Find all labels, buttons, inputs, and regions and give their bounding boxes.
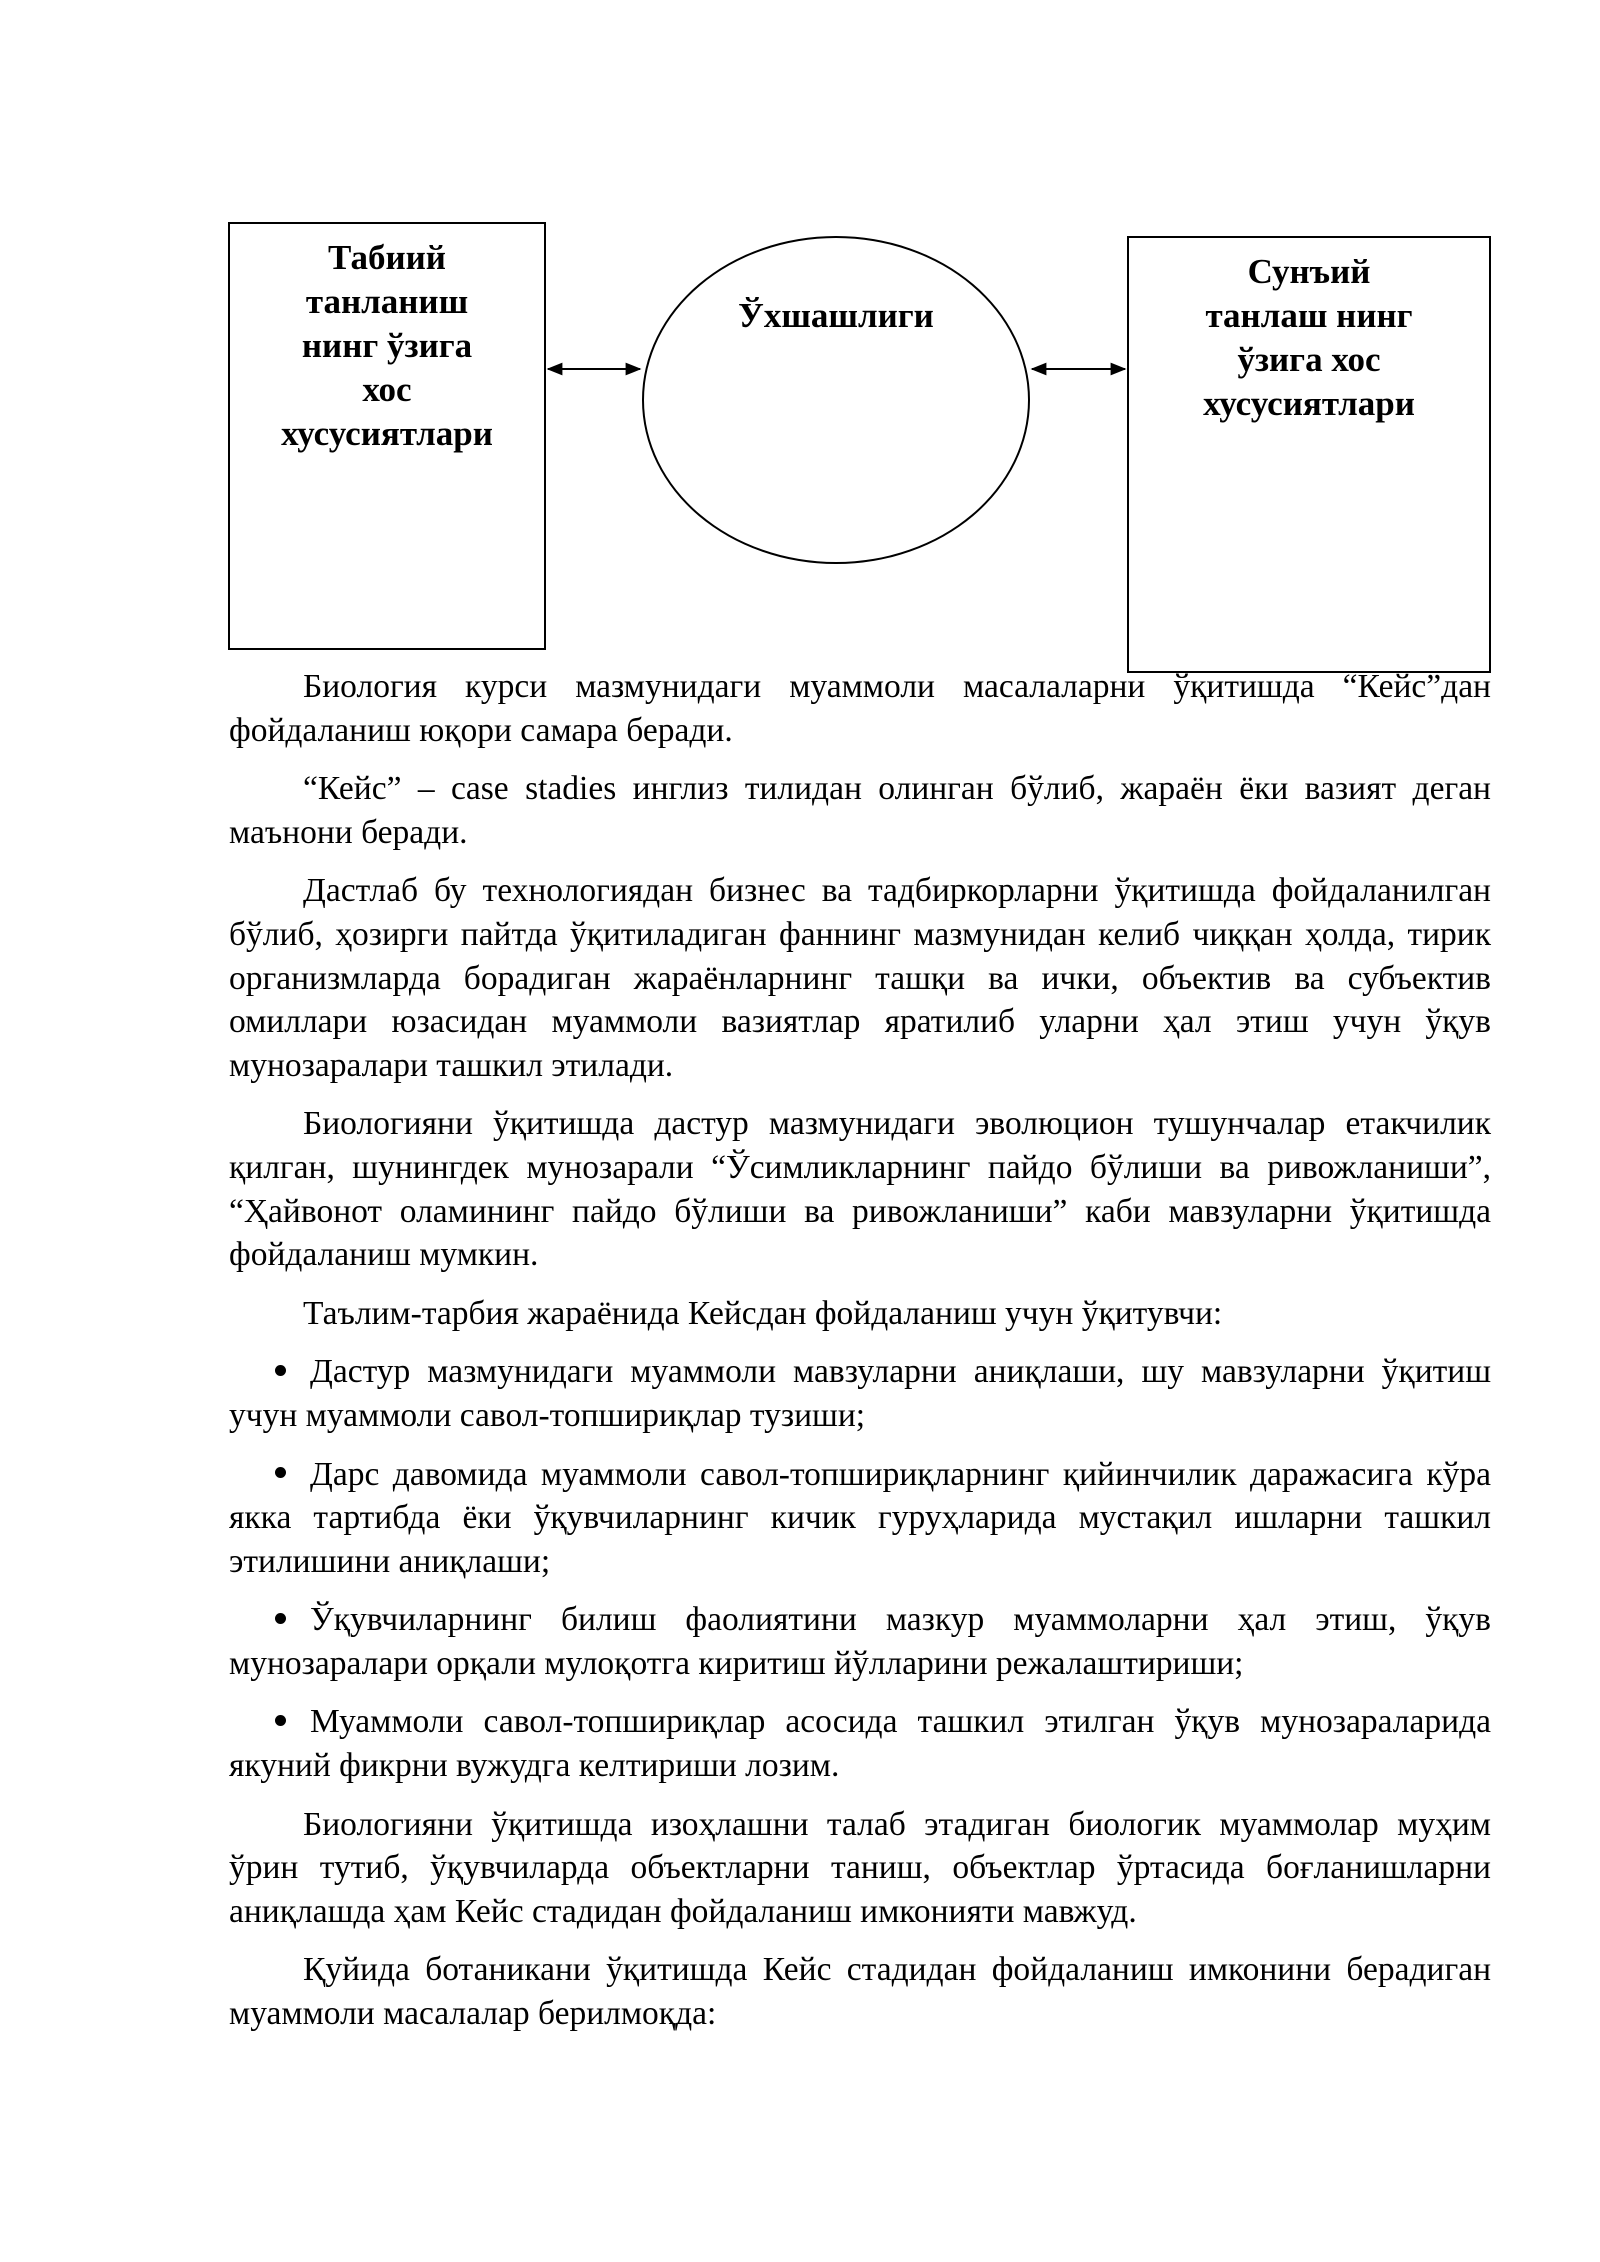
paragraph: Таълим-тарбия жараёнида Кейсдан фойдаланиш учун ўқитувчи: <box>303 1294 1223 1332</box>
artificial-selection-line: хусусиятлари <box>1203 384 1415 423</box>
comparison-diagram <box>0 0 1600 690</box>
bullet-text: Ўқувчиларнинг билиш фаолиятини мазкур муаммоларни ҳал этиш, ўқув мунозаралари орқали мулоқотга киритиш йўлларини режалаштириши; <box>229 1601 1491 1682</box>
bullet-dot-icon <box>275 1715 286 1726</box>
bullet-text: Дастур мазмунидаги муаммоли мавзуларни аниқлаши, шу мавзуларни ўқитиш учун муаммоли савол-топшириқлар тузиши; <box>229 1353 1491 1434</box>
natural-selection-line: танланиш <box>305 282 469 321</box>
bullet-dot-icon <box>275 1365 286 1376</box>
bullet-item <box>229 1598 1491 1685</box>
paragraph: Биологияни ўқитишда изоҳлашни талаб этадиган биологик муаммолар муҳим ўрин тутиб, ўқувчиларда объектларни таниш, объектлар ўртасида боғланишларни аниқлашда ҳам Кейс стадидан фойдаланиш имконияти мавжуд. <box>229 1805 1491 1930</box>
paragraph: Дастлаб бу технологиядан бизнес ва тадбиркорларни ўқитишда фойдаланилган бўлиб, ҳозирги пайтда ўқитиладиган фаннинг мазмунидан келиб чиққан ҳолда, тирик организмларда борадиган жараёнларнинг ташқи ва ички, объектив ва субъектив омиллари юзасидан муаммоли вазиятлар яратилиб уларни ҳал этиш учун ўқув мунозаралари ташкил этилади. <box>229 872 1491 1084</box>
natural-selection-line: хусусиятлари <box>281 414 493 453</box>
paragraph: Қуйида ботаникани ўқитишда Кейс стадидан фойдаланиш имконини берадиган муаммоли масалалар берилмоқда: <box>229 1951 1491 2033</box>
paragraph: Биология курси мазмунидаги муаммоли масалаларни ўқитишда “Кейс”дан фойдаланиш юқори самара беради. <box>229 668 1491 749</box>
bullet-item <box>229 1453 1491 1584</box>
body-text <box>229 665 1491 2051</box>
artificial-selection-line: танлаш нинг <box>1205 296 1413 335</box>
similarity-label: Ўхшашлиги <box>738 296 934 335</box>
artificial-selection-line: ўзига хос <box>1237 340 1381 379</box>
bullet-item <box>229 1700 1491 1787</box>
natural-selection-line: нинг ўзига <box>301 326 473 365</box>
bullet-item <box>229 1350 1491 1437</box>
paragraph: “Кейс” – case stadies инглиз тилидан олинган бўлиб, жараён ёки вазият деган маънони беради. <box>229 770 1491 851</box>
bullet-text: Дарс давомида муаммоли савол-топшириқларнинг қийинчилик даражасига кўра якка тартибда ёки ўқувчиларнинг кичик гуруҳларида мустақил ишларни ташкил этилишини аниқлаши; <box>229 1455 1491 1580</box>
natural-selection-line: Табиий <box>328 238 446 277</box>
paragraph: Биологияни ўқитишда дастур мазмунидаги эволюцион тушунчалар етакчилик қилган, шунингдек мунозарали “Ўсимликларнинг пайдо бўлиши ва ривожланиши”, “Ҳайвонот оламининг пайдо бўлиши ва ривожланиши” каби мавзуларни ўқитишда фойдаланиш мумкин. <box>229 1105 1491 1274</box>
natural-selection-line: хос <box>362 370 412 409</box>
bullet-dot-icon <box>275 1613 286 1624</box>
connector-arrows <box>0 0 1600 690</box>
bullet-dot-icon <box>275 1467 286 1478</box>
bullet-text: Муаммоли савол-топшириқлар асосида ташкил этилган ўқув мунозараларида якуний фикрни вужудга келтириши лозим. <box>229 1703 1491 1785</box>
artificial-selection-line: Сунъий <box>1247 252 1371 291</box>
